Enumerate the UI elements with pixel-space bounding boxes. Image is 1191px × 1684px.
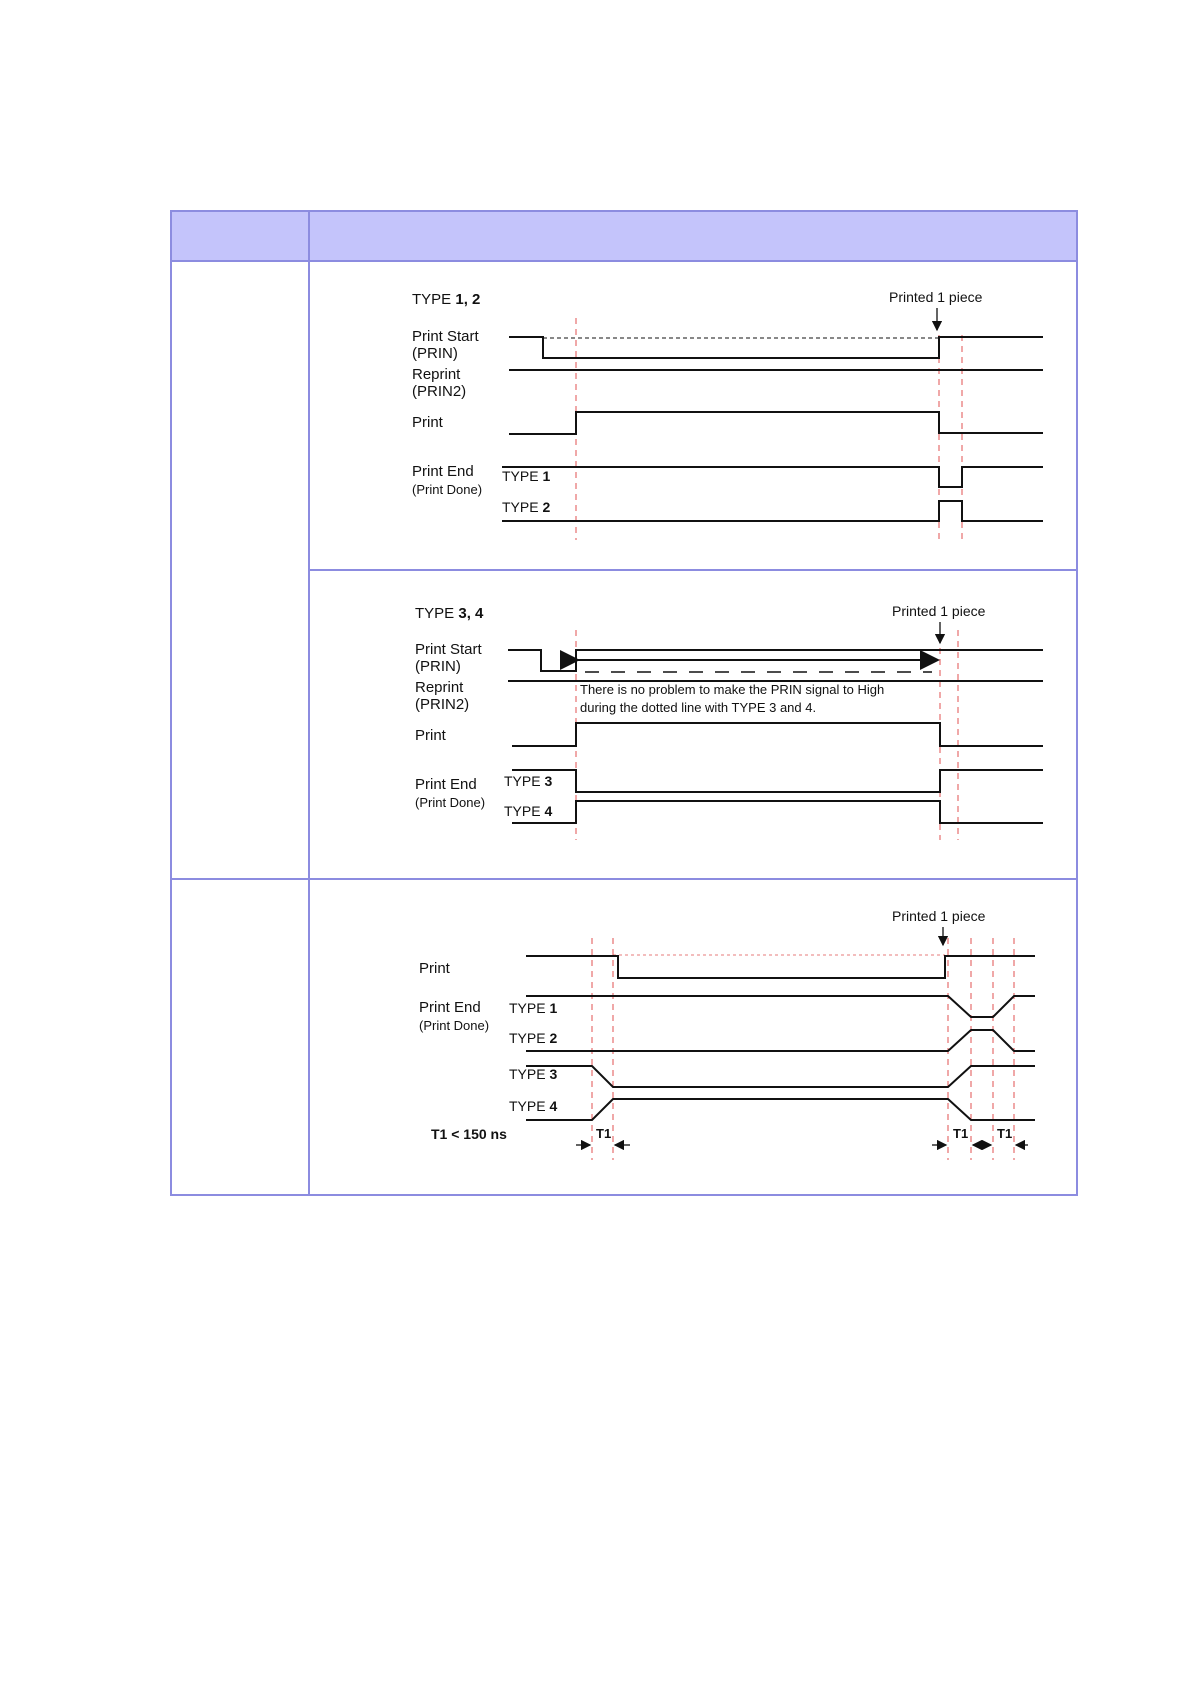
d2-note-line-1: There is no problem to make the PRIN signal to High [580,682,885,697]
d3-t1-label-1: T1 [596,1126,612,1141]
d1-signal-type-1 [502,467,1043,487]
d3-t1-label-3: T1 [997,1126,1013,1141]
d3-marker-label: Printed 1 piece [892,908,986,924]
d1-marker-label: Printed 1 piece [889,289,983,305]
d2-prin: (PRIN) [415,658,461,675]
d3-type-3-label: TYPE 3 [509,1066,558,1082]
d3-signal-print [526,956,1035,978]
d3-t1-condition: T1 < 150 ns [431,1126,507,1142]
d1-signal-prin [509,337,1043,358]
d3-print-end: Print End [419,999,481,1016]
d1-print-done: (Print Done) [412,482,483,497]
d3-type-1-label: TYPE 1 [509,1000,558,1016]
d1-signal-print [509,412,1043,434]
d3-signal-type-4 [526,1099,1035,1120]
d3-type-4-label: TYPE 4 [509,1098,558,1114]
d3-t1-label-2: T1 [953,1126,969,1141]
d3-print-done: (Print Done) [419,1018,490,1033]
d3-signal-type-3 [526,1066,1035,1087]
d2-print-done: (Print Done) [415,795,486,810]
d1-prin: (PRIN) [412,345,458,362]
d2-title: TYPE 3, 4 [415,605,484,622]
d1-title: TYPE 1, 2 [412,291,481,308]
d1-reprint: Reprint [412,366,461,383]
d1-type-1-label: TYPE 1 [502,468,551,484]
d1-print: Print [412,414,443,431]
d2-print: Print [415,727,446,744]
diagram-type-1-2 [412,289,1043,540]
d3-signal-type-1 [526,996,1035,1017]
d2-marker-label: Printed 1 piece [892,603,986,619]
d2-reprint: Reprint [415,679,464,696]
d2-type-4-label: TYPE 4 [504,803,553,819]
d1-signal-type-2 [502,501,1043,521]
d2-signal-print [512,723,1043,746]
d2-type-3-label: TYPE 3 [504,773,553,789]
d2-print-end: Print End [415,776,477,793]
diagram-type-3-4 [415,603,1043,840]
d1-print-end: Print End [412,463,474,480]
d2-signal-type-3 [512,770,1043,792]
diagram-t1-timing [419,908,1035,1160]
d1-prin2: (PRIN2) [412,383,467,400]
d1-print-start: Print Start [412,328,479,345]
d1-type-2-label: TYPE 2 [502,499,551,515]
d3-signal-type-2 [526,1030,1035,1051]
d3-type-2-label: TYPE 2 [509,1030,558,1046]
d2-signal-type-4 [512,801,1043,823]
d3-print: Print [419,960,450,977]
d2-print-start: Print Start [415,641,482,658]
d2-prin2: (PRIN2) [415,696,470,713]
d2-note-line-2: during the dotted line with TYPE 3 and 4. [580,700,817,715]
